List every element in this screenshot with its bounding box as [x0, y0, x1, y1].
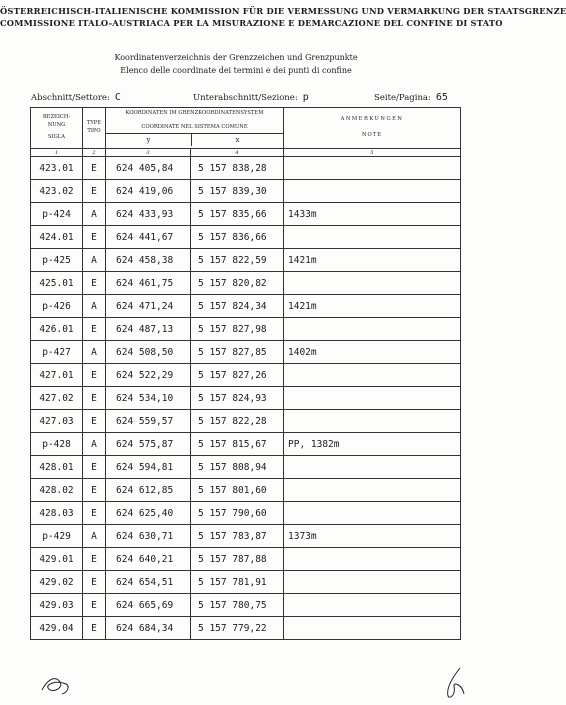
cell-sigla: p-428	[31, 433, 83, 456]
cell-sigla: 428.03	[31, 502, 83, 525]
cell-sigla: 427.01	[31, 364, 83, 387]
cell-note	[284, 571, 461, 594]
cell-note	[284, 318, 461, 341]
cell-x: 5 157 820,82	[191, 272, 284, 295]
cell-sigla: p-427	[31, 341, 83, 364]
cell-type: E	[83, 479, 106, 502]
cell-type: E	[83, 456, 106, 479]
subsection-field	[193, 92, 309, 103]
cell-y: 624 508,50	[106, 341, 191, 364]
header-y: y	[106, 134, 192, 146]
cell-type: E	[83, 157, 106, 180]
page-label: Seite/Pagina:	[374, 93, 431, 103]
cell-type: A	[83, 525, 106, 548]
section-value: C	[114, 92, 121, 103]
cell-note: 1373m	[284, 525, 461, 548]
cell-sigla: p-424	[31, 203, 83, 226]
table-row	[31, 203, 461, 226]
cell-note	[284, 548, 461, 571]
cell-type: E	[83, 617, 106, 640]
cell-x: 5 157 836,66	[191, 226, 284, 249]
cell-note	[284, 180, 461, 203]
cell-sigla: 423.02	[31, 180, 83, 203]
table-row	[31, 180, 461, 203]
cell-x: 5 157 838,28	[191, 157, 284, 180]
cell-sigla: 425.01	[31, 272, 83, 295]
cell-type: E	[83, 410, 106, 433]
cell-sigla: 429.03	[31, 594, 83, 617]
cell-x: 5 157 835,66	[191, 203, 284, 226]
signature-right	[440, 664, 470, 702]
cell-y: 624 433,93	[106, 203, 191, 226]
cell-x: 5 157 815,67	[191, 433, 284, 456]
column-number-4: 4	[191, 149, 284, 157]
table-row	[31, 525, 461, 548]
cell-note	[284, 456, 461, 479]
cell-sigla: 429.02	[31, 571, 83, 594]
cell-y: 624 559,57	[106, 410, 191, 433]
cell-note	[284, 226, 461, 249]
subsection-label: Unterabschnitt/Sezione:	[193, 93, 298, 103]
cell-type: A	[83, 295, 106, 318]
cell-sigla: 429.04	[31, 617, 83, 640]
page-value: 65	[435, 92, 448, 103]
cell-sigla: 428.02	[31, 479, 83, 502]
column-number-row	[31, 149, 461, 157]
cell-y: 624 534,10	[106, 387, 191, 410]
cell-sigla: 426.01	[31, 318, 83, 341]
cell-note: PP, 1382m	[284, 433, 461, 456]
cell-y: 624 654,51	[106, 571, 191, 594]
table-row	[31, 594, 461, 617]
cell-x: 5 157 780,75	[191, 594, 284, 617]
commission-title-de: ÖSTERREICHISCH-ITALIENISCHE KOMMISSION FÜR DIE VERMESSUNG UND VERMARKUNG DER STAATSGRENZE	[0, 6, 566, 16]
table-row	[31, 157, 461, 180]
table-header-row	[31, 108, 461, 149]
cell-y: 624 419,06	[106, 180, 191, 203]
cell-y: 624 471,24	[106, 295, 191, 318]
column-number-3: 3	[106, 149, 191, 157]
cell-sigla: 427.02	[31, 387, 83, 410]
cell-type: E	[83, 364, 106, 387]
cell-y: 624 630,71	[106, 525, 191, 548]
table-row	[31, 410, 461, 433]
coordinates-table	[30, 107, 461, 640]
cell-note	[284, 502, 461, 525]
document-title-de: Koordinatenverzeichnis der Grenzzeichen und Grenzpunkte	[114, 53, 358, 62]
table-row	[31, 272, 461, 295]
table-row	[31, 571, 461, 594]
cell-x: 5 157 822,59	[191, 249, 284, 272]
cell-note: 1433m	[284, 203, 461, 226]
cell-note: 1402m	[284, 341, 461, 364]
cell-note	[284, 410, 461, 433]
cell-x: 5 157 779,22	[191, 617, 284, 640]
cell-x: 5 157 822,28	[191, 410, 284, 433]
header-coordinates-line2: COORDINATE NEL SISTEMA COMUNE	[141, 123, 248, 130]
cell-type: A	[83, 249, 106, 272]
cell-type: E	[83, 502, 106, 525]
cell-note	[284, 617, 461, 640]
section-label: Abschnitt/Settore:	[31, 93, 110, 103]
cell-y: 624 640,21	[106, 548, 191, 571]
cell-type: A	[83, 203, 106, 226]
table-row	[31, 364, 461, 387]
cell-y: 624 575,87	[106, 433, 191, 456]
cell-type: E	[83, 226, 106, 249]
document-title-it: Elenco delle coordinate dei termini e dei punti di confine	[120, 66, 352, 75]
header-sigla-line3: SIGLA	[48, 134, 65, 141]
cell-note	[284, 387, 461, 410]
header-coordinates-axes	[106, 133, 283, 146]
column-number-1: 1	[31, 149, 83, 157]
header-notes-line1: ANMERKUNGEN	[340, 116, 404, 123]
header-type	[83, 108, 106, 149]
cell-y: 624 405,84	[106, 157, 191, 180]
cell-type: A	[83, 433, 106, 456]
cell-type: E	[83, 180, 106, 203]
cell-type: E	[83, 318, 106, 341]
cell-y: 624 522,29	[106, 364, 191, 387]
signature-left	[38, 672, 76, 698]
cell-x: 5 157 781,91	[191, 571, 284, 594]
cell-y: 624 458,38	[106, 249, 191, 272]
cell-x: 5 157 827,85	[191, 341, 284, 364]
table-row	[31, 479, 461, 502]
cell-type: E	[83, 272, 106, 295]
cell-x: 5 157 790,60	[191, 502, 284, 525]
cell-note: 1421m	[284, 295, 461, 318]
header-coordinates-line1: KOORDINATEN IM GRENZKOORDINATENSYSTEM	[125, 109, 264, 116]
table-row	[31, 226, 461, 249]
cell-x: 5 157 801,60	[191, 479, 284, 502]
cell-y: 624 684,34	[106, 617, 191, 640]
cell-y: 624 625,40	[106, 502, 191, 525]
cell-sigla: p-426	[31, 295, 83, 318]
cell-sigla: 428.01	[31, 456, 83, 479]
header-coordinates	[106, 108, 284, 149]
cell-type: E	[83, 548, 106, 571]
cell-y: 624 461,75	[106, 272, 191, 295]
cell-sigla: 429.01	[31, 548, 83, 571]
header-x: x	[235, 136, 240, 145]
cell-y: 624 594,81	[106, 456, 191, 479]
cell-x: 5 157 839,30	[191, 180, 284, 203]
cell-x: 5 157 808,94	[191, 456, 284, 479]
cell-note	[284, 157, 461, 180]
table-row	[31, 617, 461, 640]
header-sigla	[31, 108, 83, 149]
cell-x: 5 157 827,98	[191, 318, 284, 341]
header-notes-line2: NOTE	[361, 132, 383, 138]
table-row	[31, 341, 461, 364]
cell-y: 624 612,85	[106, 479, 191, 502]
table-row	[31, 433, 461, 456]
cell-y: 624 487,13	[106, 318, 191, 341]
table-row	[31, 387, 461, 410]
cell-x: 5 157 787,88	[191, 548, 284, 571]
cell-sigla: 427.03	[31, 410, 83, 433]
cell-type: E	[83, 571, 106, 594]
cell-type: A	[83, 341, 106, 364]
column-number-2: 2	[83, 149, 106, 157]
header-notes	[284, 108, 461, 149]
cell-x: 5 157 824,93	[191, 387, 284, 410]
table-row	[31, 548, 461, 571]
cell-x: 5 157 824,34	[191, 295, 284, 318]
cell-note	[284, 479, 461, 502]
table-row	[31, 318, 461, 341]
cell-y: 624 665,69	[106, 594, 191, 617]
cell-y: 624 441,67	[106, 226, 191, 249]
cell-sigla: p-425	[31, 249, 83, 272]
column-number-5: 5	[284, 149, 461, 157]
section-field	[31, 92, 121, 103]
cell-note: 1421m	[284, 249, 461, 272]
cell-x: 5 157 827,26	[191, 364, 284, 387]
table-row	[31, 502, 461, 525]
table-row	[31, 456, 461, 479]
cell-note	[284, 364, 461, 387]
commission-title-it: COMMISSIONE ITALO-AUSTRIACA PER LA MISURAZIONE E DEMARCAZIONE DEL CONFINE DI STATO	[0, 18, 503, 28]
cell-note	[284, 594, 461, 617]
cell-note	[284, 272, 461, 295]
header-sigla-line1: BEZEICH-	[42, 113, 71, 120]
cell-sigla: p-429	[31, 525, 83, 548]
table-row	[31, 295, 461, 318]
cell-type: E	[83, 594, 106, 617]
table-row	[31, 249, 461, 272]
header-type-line1: TYPE	[86, 120, 102, 127]
header-sigla-line2: NUNG	[47, 121, 66, 128]
subsection-value: p	[302, 92, 309, 103]
cell-type: E	[83, 387, 106, 410]
cell-x: 5 157 783,87	[191, 525, 284, 548]
header-type-line2: TIPO	[87, 128, 101, 134]
cell-sigla: 424.01	[31, 226, 83, 249]
page-field	[374, 92, 448, 103]
cell-sigla: 423.01	[31, 157, 83, 180]
